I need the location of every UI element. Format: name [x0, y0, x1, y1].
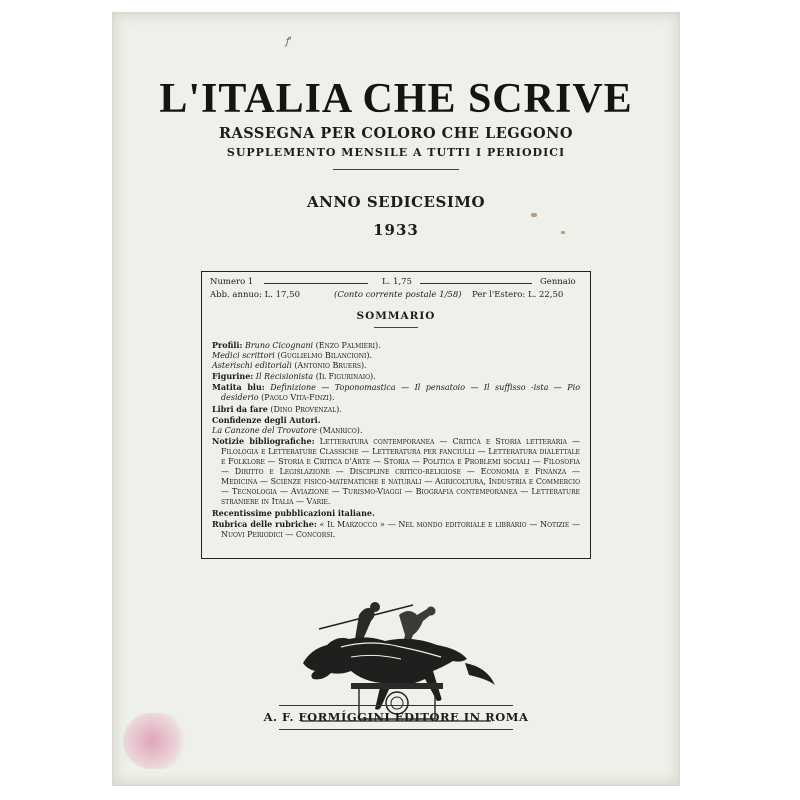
- toc-author: (Antonio Bruers).: [294, 361, 367, 371]
- sommario-divider: [374, 327, 418, 328]
- masthead-subtitle: RASSEGNA PER COLORO CHE LEGGONO: [218, 125, 574, 142]
- masthead-title: L'ITALIA CHE SCRIVE: [159, 76, 633, 122]
- toc-label: Recentissime pubblicazioni italiane.: [212, 507, 375, 518]
- postal-account: (Conto corrente postale 1/58): [334, 290, 462, 300]
- toc-entry: [212, 382, 580, 403]
- toc-title: La Canzone del Trovatore: [212, 425, 317, 435]
- table-of-contents: [212, 340, 580, 540]
- toc-author: (Il Figurinaio).: [315, 372, 376, 382]
- issue-number: Numero 1: [210, 277, 254, 287]
- library-stamp: [123, 713, 187, 769]
- toc-entry: [212, 519, 580, 540]
- supplement-line: SUPPLEMENTO MENSILE A TUTTI I PERIODICI: [226, 146, 566, 159]
- handwritten-mark: ꝭ: [285, 36, 290, 47]
- contents-box: [201, 271, 591, 559]
- rider-icon: [355, 608, 375, 640]
- toc-title: « Il Marzocco » — Nel mondo editoriale e librario — Notizie — Nuovi Periodici — Concorsi.: [221, 519, 581, 539]
- toc-title: Letteratura contemporanea — Critica e Storia letteraria — Filologia e Letterature Classiche — Letteratura per fanciulli — Letteratura dialettale e Folklore — Storia e Critica d'Arte — Storia — Politica e Problemi sociali — Filosofia — Diritto e Legislazione — Discipline critico-religiose — Economia e Finanza — Medicina — Scienze fisico-matematiche e naturali — Agricoltura, Industria e Commercio — Tecnologia — Aviazione — Turismo-Viaggi — Biografia contemporanea — Letterature straniere in Italia — Varie.: [221, 436, 580, 507]
- toc-entry: [212, 340, 580, 351]
- publisher-imprint: A. F. FORMÍGGINI EDITORE IN ROMA: [263, 710, 529, 724]
- title-divider: [333, 169, 459, 170]
- toc-author: (Guglielmo Bilancioni).: [277, 351, 373, 361]
- toc-title: Medici scrittori: [212, 351, 275, 361]
- issue-month: Gennaio: [540, 277, 576, 287]
- foreign-price: Per l'Estero: L. 22,50: [472, 290, 564, 300]
- foxing-spot: [561, 231, 565, 234]
- toc-entry: [212, 404, 580, 415]
- publisher-rule-top: [279, 705, 513, 706]
- toc-author: (Paolo Vita-Finzi).: [261, 393, 335, 403]
- year-label: 1933: [373, 221, 419, 239]
- issue-price: L. 1,75: [382, 277, 412, 287]
- toc-label: Figurine:: [212, 371, 254, 382]
- toc-entry: [212, 351, 580, 361]
- toc-entry: [212, 426, 580, 436]
- toc-label: Libri da fare: [212, 403, 268, 414]
- toc-entry: [212, 508, 580, 519]
- toc-title: Definizione — Toponomastica — Il pensatoio — Il suffisso -ista — Pio desiderio: [221, 383, 581, 403]
- toc-label: Matita blu:: [212, 382, 265, 393]
- sommario-heading: SOMMARIO: [356, 310, 436, 322]
- toc-entry: [212, 371, 580, 382]
- foxing-spot: [531, 213, 537, 217]
- toc-entry: [212, 436, 580, 508]
- toc-entry: [212, 361, 580, 371]
- toc-label: Rubrica delle rubriche:: [212, 518, 317, 529]
- toc-title: Bruno Cicognani: [244, 341, 314, 350]
- toc-author: (Enzo Palmieri).: [315, 341, 381, 350]
- header-rule: [264, 283, 368, 284]
- toc-author: (Manrico).: [319, 425, 363, 435]
- toc-label: Notizie bibliografiche:: [212, 435, 315, 446]
- magazine-cover: [112, 12, 680, 786]
- toc-label: Confidenze degli Autori.: [212, 414, 321, 425]
- toc-title: Il Recisionista: [255, 372, 314, 382]
- volume-label: ANNO SEDICESIMO: [306, 193, 486, 211]
- publisher-rule-bottom: [279, 729, 513, 730]
- header-rule: [420, 283, 532, 284]
- toc-entry: [212, 415, 580, 426]
- wolf-icon: [303, 637, 467, 709]
- toc-author: (Dino Provenzal).: [270, 404, 342, 414]
- toc-title: Asterischi editoriali: [212, 361, 292, 371]
- toc-label: Profili:: [212, 340, 243, 350]
- subscription-price: Abb. annuo: L. 17,50: [210, 290, 300, 300]
